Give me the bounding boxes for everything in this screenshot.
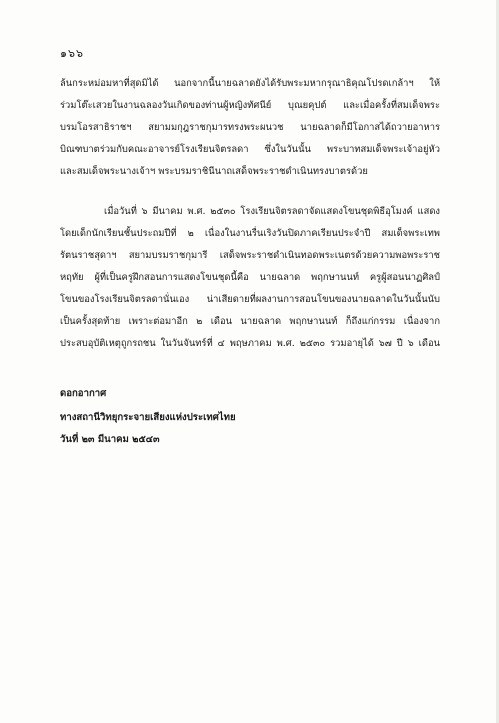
paragraph-1-line-1: ล้นกระหม่อมหาที่สุดมิได้ นอกจากนี้นายฉลาดยังได้รับพระมหากรุณาธิคุณโปรดเกล้าฯ ให้ bbox=[60, 78, 440, 89]
signature-date: วันที่ ๒๓ มีนาคม ๒๕๔๓ bbox=[60, 434, 160, 445]
author-organization: ทางสถานีวิทยุกระจายเสียงแห่งประเทศไทย bbox=[60, 412, 236, 423]
paragraph-2-line-1: เมื่อวันที่ ๖ มีนาคม พ.ศ. ๒๕๓๐ โรงเรียนจิตรลดาจัดแสดงโขนชุดพิธีอุโมงค์ แสดง bbox=[104, 206, 440, 217]
paragraph-1-line-2: ร่วมโต๊ะเสวยในงานฉลองวันเกิดของท่านผู้หญิงทัศนีย์ บุณยคุปต์ และเมื่อครั้งที่สมเด็จพระ bbox=[60, 100, 440, 111]
paragraph-2-line-3: รัตนราชสุดาฯ สยามบรมราชกุมารี เสด็จพระราชดำเนินทอดพระเนตรด้วยความพอพระราช bbox=[60, 250, 440, 261]
paragraph-1-line-5: และสมเด็จพระนางเจ้าฯ พระบรมราชินีนาถเสด็จพระราชดำเนินทรงบาตรด้วย bbox=[60, 166, 368, 177]
paragraph-1-line-3: บรมโอรสาธิราชฯ สยามมกุฎราชกุมารทรงพระผนวช นายฉลาดก็มีโอกาสได้ถวายอาหาร bbox=[60, 122, 440, 133]
paragraph-2-line-4: หฤทัย ผู้ที่เป็นครูฝึกสอนการแสดงโขนชุดนี้คือ นายฉลาด พฤกษานนท์ ครูผู้สอนนาฏศิลป์ bbox=[60, 272, 440, 283]
paragraph-2-line-2: โดยเด็กนักเรียนชั้นประถมปีที่ ๒ เนื่องในงานรื่นเริงวันปิดภาคเรียนประจำปี สมเด็จพระเทพ bbox=[60, 228, 440, 239]
paragraph-2-line-5: โขนของโรงเรียนจิตรลดานั่นเอง น่าเสียดายที่ผลงานการสอนโขนของนายฉลาดในวันนั้นนับ bbox=[60, 294, 440, 305]
author-name: ดอกอากาศ bbox=[60, 388, 107, 399]
paragraph-2-line-6: เป็นครั้งสุดท้าย เพราะต่อมาอีก ๒ เดือน นายฉลาด พฤกษานนท์ ก็ถึงแก่กรรม เนื่องจาก bbox=[60, 316, 440, 327]
paragraph-2-line-7: ประสบอุบัติเหตุถูกรถชน ในวันจันทร์ที่ ๔ พฤษภาคม พ.ศ. ๒๕๓๐ รวมอายุได้ ๖๗ ปี ๖ เดือน bbox=[60, 338, 440, 349]
page-number: ๑๖๖ bbox=[60, 47, 84, 60]
paragraph-1-line-4: บิณฑบาตร่วมกับคณะอาจารย์โรงเรียนจิตรลดา ซึ่งในวันนั้น พระบาทสมเด็จพระเจ้าอยู่หัว bbox=[60, 144, 440, 155]
